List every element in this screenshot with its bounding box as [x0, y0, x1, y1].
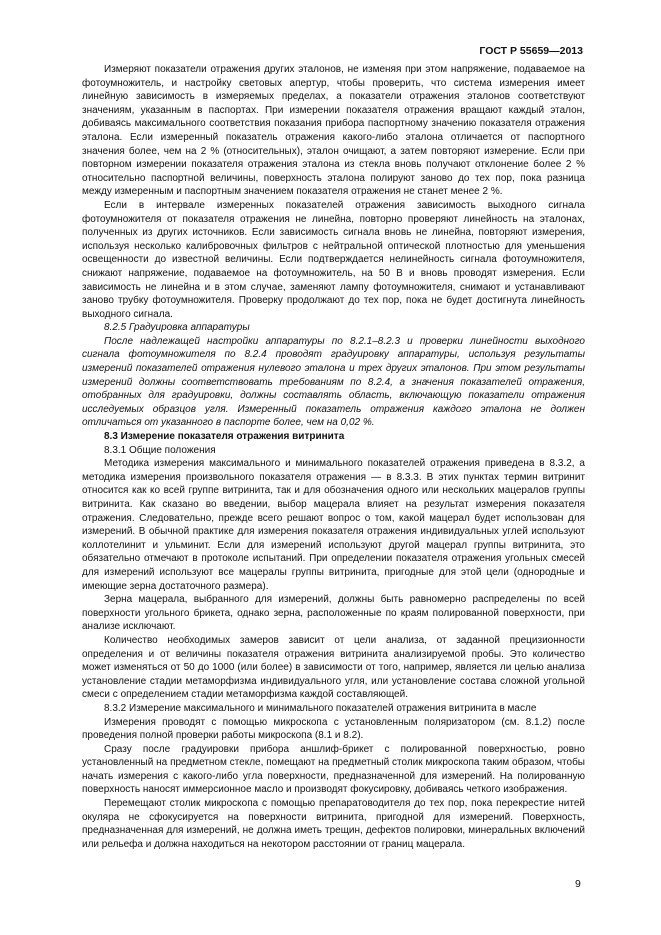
paragraph: Измеряют показатели отражения других эталонов, не изменяя при этом напряжение, подаваемое на фотоумножитель, и настройку световых апертур, чтобы проверить, что система измерения имеет линейную зависимость в измеряемых пределах, а показатели отражения эталонов соответствуют значениям, указанным в паспортах. При измерении показателя отражения вращают каждый эталон, добиваясь максимального соответствия показания прибора паспортному значению показателя отражения эталона. Если измеренный показатель отражения какого-либо эталона отличается от паспортного значения более, чем на 2 % (относительных), эталон очищают, а затем повторяют измерение. Если при повторном измерении показателя отражения эталона из стекла вновь получают отклонение более 2 % относительно паспортной величины, поверхность эталона полируют заново до тех пор, пока разница между измеренным и паспортным значением показателя отражения не станет менее 2 %. [82, 64, 585, 198]
paragraph: Измерения проводят с помощью микроскопа с установленным поляризатором (см. 8.1.2) после проведения полной проверки работы микроскопа (8.1 и 8.2). [82, 716, 585, 742]
standard-header: ГОСТ Р 55659—2013 [479, 45, 583, 57]
subsection-heading-8-3-2: 8.3.2 Измерение максимального и минимального показателей отражения витринита в масле [104, 702, 537, 714]
section-heading-8-2-5: 8.2.5 Градуировка аппаратуры [104, 322, 250, 334]
document-body [82, 63, 585, 851]
section-heading-8-3: 8.3 Измерение показателя отражения витринита [104, 431, 345, 443]
paragraph: Зерна мацерала, выбранного для измерений, должны быть равномерно распределены по всей поверхности угольного брикета, однако зерна, расположенные по краям полированной поверхности, при анализе исключают. [82, 594, 585, 633]
paragraph: Если в интервале измеренных показателей отражения зависимость выходного сигнала фотоумножителя от показателя отражения не линейна, повторно проверяют линейность на эталонах, полученных из других источников. Если зависимость сигнала вновь не линейна, повторяют измерения, используя несколько калибровочных фильтров с нейтральной оптической плотностью для уменьшения освещенности до известной величины. Если подтверждается нелинейность сигнала фотоумножителя, снижают напряжение, подаваемое на фотоумножитель, на 50 В и вновь проводят измерения. Если зависимость не линейна и в этом случае, заменяют лампу фотоумножителя, снимают и устанавливают заново трубку фотоумножителя. Проверку продолжают до тех пор, пока не будет достигнута линейность выходного сигнала. [82, 199, 585, 320]
paragraph: Количество необходимых замеров зависит от цели анализа, от заданной прецизионности определения и от величины показателя отражения витринита анализируемой пробы. Это количество может изменяться от 50 до 1000 (или более) в зависимости от того, например, является ли целью анализа установление стадии метаморфизма индивидуального угля, или установление состава сложной угольной смеси с определением стадии метаморфизма каждой составляющей. [82, 634, 585, 701]
page-number: 9 [575, 878, 581, 890]
subsection-heading-8-3-1: 8.3.1 Общие положения [104, 444, 216, 456]
paragraph: Методика измерения максимального и минимального показателей отражения приведена в 8.3.2, а методика измерения произвольного показателя отражения — в 8.3.3. В этих пунктах термин витринит относится как ко всей группе витринита, так и для обозначения одного или нескольких мацералов группы витринита. Как сказано во введении, выбор мацерала влияет на результат измерения показателя отражения. Следовательно, прежде всего решают вопрос о том, какой мацерал будет использован для измерений. В обычной практике для измерения показателя отражения индивидуальных углей используют коллотелинит и ульминит. Если для измерений используют другой мацерал группы витринита, это обязательно отмечают в протоколе испытаний. При определении показателя отражения угольных смесей для измерений используют все мацералы группы витринита, пригодные для этой цели (однородные и имеющие зерна достаточного размера). [82, 458, 585, 592]
paragraph-italic: После надлежащей настройки аппаратуры по 8.2.1–8.2.3 и проверки линейности выходного сигнала фотоумножителя по 8.2.4 проводят градуировку аппаратуры, используя результаты измерений показателей отражения нулевого эталона и трех других эталонов. При этом результаты измерений должны соответствовать требованиям по 8.2.4, а значения показателей отражения, отобранных для градуировки, должны составлять область, включающую показатели отражения исследуемых образцов угля. Измеренный показатель отражения каждого эталона не должен отличаться от указанного в паспорте более, чем на 0,02 %. [82, 335, 585, 429]
paragraph: Сразу после градуировки прибора аншлиф-брикет с полированной поверхностью, ровно установленный на предметном стекле, помещают на предметный столик микроскопа таким образом, чтобы начать измерения с какого-либо угла поверхности, предназначенной для измерений. На полированную поверхность наносят иммерсионное масло и производят фокусировку, добиваясь четкого изображения. [82, 743, 585, 796]
paragraph: Перемещают столик микроскопа с помощью препаратоводителя до тех пор, пока перекрестие нитей окуляра не сфокусируется на поверхности витринита, пригодной для измерений. Поверхность, предназначенная для измерений, не должна иметь трещин, дефектов полировки, минеральных включений или рельефа и должна находиться на некотором расстоянии от границ мацерала. [82, 798, 585, 850]
